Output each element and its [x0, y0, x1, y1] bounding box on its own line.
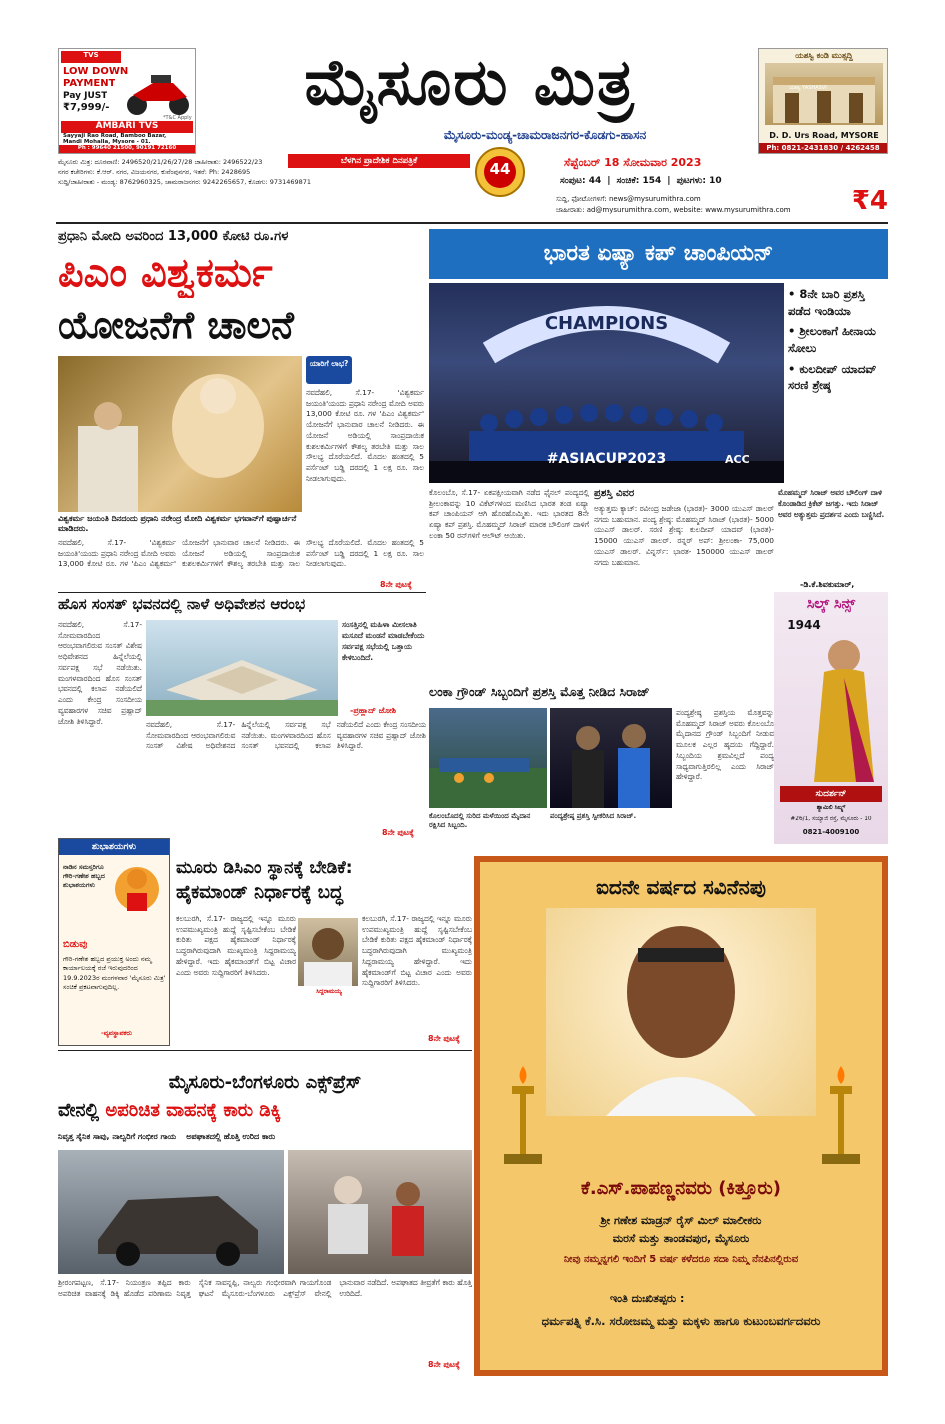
- tvs-ad[interactable]: [58, 48, 196, 154]
- yashasvi-ad[interactable]: [758, 48, 888, 154]
- story3-headline-2: ಹೈಕಮಾಂಡ್ ನಿರ್ಧಾರಕ್ಕೆ ಬದ್ಧ: [176, 882, 344, 903]
- ad-email[interactable]: ಜಾಹೀರಾತು: ad@mysurumithra.com, website: www.mysurumithra.com: [556, 206, 791, 215]
- yashasvi-address: D. D. Urs Road, MYSORE: [769, 131, 879, 140]
- story1-headline-1: ಪಿಎಂ ವಿಶ್ವಕರ್ಮ: [58, 250, 273, 296]
- parliament-photo: [146, 620, 338, 716]
- silk-brand-sub: ಶ್ಯಾಮಿಲಿ ಸಿಲ್ಕ್ಸ್: [816, 804, 846, 811]
- contact-line-3: ಸುದ್ದಿ/ಜಾಹೀರಾತು - ಮಂಡ್ಯ: 8762960325, ಚಾಮರಾಜನಗರ: 9242265657, ಕೊಡಗು: 9731469871: [58, 177, 312, 186]
- ground-staff-photo: [429, 708, 547, 808]
- contact-line-2: ನಗರ ಕಚೇರಿಗಳು: ಕೆ.ಆರ್. ನಗರ, ವಿಜಯನಗರ, ಕುವೆಂಪುನಗರ, ಇತರೆ: Ph: 2428695: [58, 167, 251, 176]
- yashasvi-sign: ಯಶಸ್ವಿ YASHASVI: [789, 85, 827, 91]
- memorial-line1: ಶ್ರೀ ಗಣೇಶ ಮಾಡ್ರನ್ ರೈಸ್ ಮಿಲ್ ಮಾಲೀಕರು: [600, 1214, 762, 1227]
- saree-model-image: [794, 632, 884, 782]
- photo-tag: #ASIACUP2023: [546, 451, 667, 467]
- story2-quote-author: -ಪ್ರಹ್ಲಾದ್ ಜೋಶಿ: [350, 706, 397, 715]
- tvs-tc: *T&C Apply: [163, 115, 192, 121]
- story2-body-col1: ನವದೆಹಲಿ, ಸೆ.17- ಸೋಮವಾರದಿಂದ ಆರಂಭವಾಗಲಿರುವ ಸಂಸತ್ ವಿಶೇಷ ಅಧಿವೇಶನದ ಹಿನ್ನೆಲೆಯಲ್ಲಿ ಸರ್ವಪಕ್ಷ ಸಭೆ ನಡೆಯಿತು. ಮಂಗಳವಾರದಿಂದ ಹೊಸ ಸಂಸತ್ ಭವನದಲ್ಲಿ ಕಲಾಪ ನಡೆಯಲಿದೆ ಎಂದು ಕೇಂದ್ರ ಸಂಸದೀಯ ವ್ಯವಹಾರಗಳ ಸಚಿವ ಪ್ರಹ್ಲಾದ್ ಜೋಶಿ ತಿಳಿಸಿದ್ದಾರೆ.: [58, 620, 142, 726]
- tvs-address2: Mandi Mohalla, Mysore - 01.: [63, 139, 151, 145]
- masthead-regions: ಮೈಸೂರು-ಮಂಡ್ಯ-ಚಾಮರಾಜನಗರ-ಕೊಡಗು-ಹಾಸನ: [443, 128, 647, 142]
- lamp-right-icon: [806, 1062, 876, 1172]
- silk-year: 1944: [787, 618, 821, 632]
- sports-body: ಕೊಲಂಬೊ, ಸೆ.17- ಏಕಪಕ್ಷೀಯವಾಗಿ ನಡೆದ ಫೈನಲ್ ಪಂದ್ಯದಲ್ಲಿ ಶ್ರೀಲಂಕಾವನ್ನು 10 ವಿಕೆಟ್‌ಗಳಿಂದ ಮಣಿಸಿದ ಭಾರತ ತಂಡ ಏಷ್ಯಾ ಕಪ್ ಚಾಂಪಿಯನ್ ಆಗಿ ಹೊರಹೊಮ್ಮಿತು. ಇದು ಭಾರತದ 8ನೇ ಏಷ್ಯಾ ಕಪ್ ಪ್ರಶಸ್ತಿ. ಮೊಹಮ್ಮದ್ ಸಿರಾಜ್ ಮಾರಕ ಬೌಲಿಂಗ್ ದಾಳಿಗೆ ಲಂಕಾ 50 ರನ್‌ಗಳಿಗೆ ಆಲೌಟ್ ಆಯಿತು.: [429, 488, 589, 540]
- divider-2: [58, 1050, 472, 1051]
- story1-sidebar-body: ನವದೆಹಲಿ, ಸೆ.17- 'ವಿಶ್ವಕರ್ಮ ಜಯಂತಿ'ಯಂದು ಪ್ರಧಾನಿ ನರೇಂದ್ರ ಮೋದಿ ಅವರು 13,000 ಕೋಟಿ ರೂ. ಗಳ 'ಪಿಎಂ ವಿಶ್ವಕರ್ಮ' ಯೋಜನೆಗೆ ಭಾನುವಾರ ಚಾಲನೆ ನೀಡಿದರು. ಈ ಯೋಜನೆ ಅಡಿಯಲ್ಲಿ ಸಾಂಪ್ರದಾಯಿಕ ಕುಶಲಕರ್ಮಿಗಳಿಗೆ ಕೌಶಲ್ಯ ತರಬೇತಿ ಮತ್ತು ಸಾಲ ಸೌಲಭ್ಯ ದೊರೆಯಲಿದೆ. ಮೊದಲ ಹಂತದಲ್ಲಿ 5 ಪರ್ಸೆಂಟ್ ಬಡ್ಡಿ ದರದಲ್ಲಿ 1 ಲಕ್ಷ ರೂ. ಸಾಲ ನೀಡಲಾಗುವುದು.: [306, 388, 424, 483]
- story4-body: ಶ್ರೀರಂಗಪಟ್ಟಣ, ಸೆ.17- ನಿಯಂತ್ರಣ ತಪ್ಪಿದ ಕಾರು ಅಪರಿಚಿತ ವಾಹನಕ್ಕೆ ಡಿಕ್ಕಿ ಹೊಡೆದ ಪರಿಣಾಮ ನಿವೃತ್ತ ಸೈನಿಕ ಸಾವನ್ನಪ್ಪಿ, ನಾಲ್ವರು ಗಂಭೀರವಾಗಿ ಗಾಯಗೊಂಡ ಘಟನೆ ಮೈಸೂರು-ಬೆಂಗಳೂರು ಎಕ್ಸ್‌ಪ್ರೆಸ್ ವೇನಲ್ಲಿ ಭಾನುವಾರ ನಡೆದಿದೆ. ಅಪಘಾತದ ತೀವ್ರತೆಗೆ ಕಾರು ಹೊತ್ತಿ ಉರಿದಿದೆ.: [58, 1278, 472, 1298]
- contact-line-1: ಮೈಸೂರು ಮಿತ್ರ: ದೂರವಾಣಿ: 2496520/21/26/27/28 ಜಾಹೀರಾತು: 2496522/23: [58, 158, 263, 166]
- story3-body-col2: ಕಲಬುರಗಿ, ಸೆ.17- ರಾಜ್ಯದಲ್ಲಿ ಇನ್ನೂ ಮೂರು ಉಪಮುಖ್ಯಮಂತ್ರಿ ಹುದ್ದೆ ಸೃಷ್ಟಿಸಬೇಕೆಂಬ ಬೇಡಿಕೆ ಕುರಿತು ಪಕ್ಷದ ಹೈಕಮಾಂಡ್ ನಿರ್ಧಾರಕ್ಕೆ ಬದ್ಧರಾಗಿರುವುದಾಗಿ ಮುಖ್ಯಮಂತ್ರಿ ಸಿದ್ದರಾಮಯ್ಯ ಹೇಳಿದ್ದಾರೆ. ಇದು ಹೈಕಮಾಂಡ್‌ಗೆ ಬಿಟ್ಟ ವಿಚಾರ ಎಂದು ಅವರು ಸುದ್ದಿಗಾರರಿಗೆ ತಿಳಿಸಿದರು.: [362, 914, 472, 988]
- holiday-title: ಬಿಡುವು: [63, 939, 88, 950]
- burnt-car-photo: [58, 1150, 284, 1274]
- story4-headline-2a: ವೇನಲ್ಲಿ: [58, 1100, 106, 1121]
- story4-bullet-1: ನಿವೃತ್ತ ಸೈನಿಕ ಸಾವು, ನಾಲ್ವರಿಗೆ ಗಂಭೀರ ಗಾಯ: [58, 1132, 177, 1141]
- story2-body: ನವದೆಹಲಿ, ಸೆ.17- ಸೋಮವಾರದಿಂದ ಆರಂಭವಾಗಲಿರುವ ಸಂಸತ್ ವಿಶೇಷ ಅಧಿವೇಶನದ ಹಿನ್ನೆಲೆಯಲ್ಲಿ ಸರ್ವಪಕ್ಷ ಸಭೆ ನಡೆಯಿತು. ಮಂಗಳವಾರದಿಂದ ಹೊಸ ಸಂಸತ್ ಭವನದಲ್ಲಿ ಕಲಾಪ ನಡೆಯಲಿದೆ ಎಂದು ಕೇಂದ್ರ ಸಂಸದೀಯ ವ್ಯವಹಾರಗಳ ಸಚಿವ ಪ್ರಹ್ಲಾದ್ ಜೋಶಿ ತಿಳಿಸಿದ್ದಾರೆ.: [146, 720, 426, 751]
- holiday-sign: -ವ್ಯವಸ್ಥಾಪಕರು: [101, 1029, 132, 1037]
- contact-block: [58, 158, 318, 187]
- injured-photo: [288, 1150, 472, 1274]
- sports-bullet-1: • 8ನೇ ಬಾರಿ ಪ್ರಶಸ್ತಿ ಪಡೆದ ಇಂಡಿಯಾ: [788, 287, 865, 318]
- siddaramaiah-caption: ಸಿದ್ದರಾಮಯ್ಯ: [316, 988, 342, 995]
- building-image: [765, 63, 883, 125]
- sports-quote: ಮೊಹಮ್ಮದ್ ಸಿರಾಜ್ ಅವರ ಬೌಲಿಂಗ್ ದಾಳಿ ಕೊಂಡಾಡಿದ ಕ್ರಿಕೆಟ್ ಜಗತ್ತು. ಇದು ಸಿರಾಜ್ ಅವರ ಅತ್ಯುತ್ತಮ ಪ್ರದರ್ಶನ ಎಂದು ಬಣ್ಣಿಸಿದೆ.: [778, 488, 885, 519]
- story4-headline-2b: ಅಪರಿಚಿತ ವಾಹನಕ್ಕೆ ಕಾರು ಡಿಕ್ಕಿ: [105, 1100, 281, 1121]
- memorial-line2: ಮರಸೆ ಮತ್ತು ತಾಂಡವಪುರ, ಮೈಸೂರು: [612, 1232, 750, 1245]
- story2-continued[interactable]: 8ನೇ ಪುಟಕ್ಕೆ: [382, 828, 414, 837]
- photo-banner: CHAMPIONS: [544, 313, 669, 334]
- sub-caption-2: ಪಂದ್ಯಶ್ರೇಷ್ಠ ಪ್ರಶಸ್ತಿ ಸ್ವೀಕರಿಸಿದ ಸಿರಾಜ್.: [550, 812, 637, 820]
- modi-vishwakarma-photo: [58, 356, 302, 512]
- siddaramaiah-photo: [298, 918, 358, 986]
- tvs-brand: TVS: [61, 51, 121, 63]
- sub-body: ಪಂದ್ಯಶ್ರೇಷ್ಠ ಪ್ರಶಸ್ತಿಯ ಮೊತ್ತವನ್ನು ಮೊಹಮ್ಮದ್ ಸಿರಾಜ್ ಅವರು ಕೊಲಂಬೊ ಮೈದಾನದ ಗ್ರೌಂಡ್ ಸಿಬ್ಬಂದಿಗೆ ನೀಡುವ ಮೂಲಕ ಎಲ್ಲರ ಹೃದಯ ಗೆದ್ದಿದ್ದಾರೆ. ಸಿಬ್ಬಂದಿಯ ಶ್ರಮವಿಲ್ಲದೆ ಪಂದ್ಯ ಸಾಧ್ಯವಾಗುತ್ತಿರಲಿಲ್ಲ ಎಂದು ಸಿರಾಜ್ ಹೇಳಿದ್ದಾರೆ.: [676, 708, 774, 782]
- masthead-tagline: ಬೆಳಗಿನ ಪ್ರಾದೇಶಿಕ ದಿನಪತ್ರಿಕೆ: [288, 154, 470, 168]
- tvs-price: ₹7,999/-: [63, 102, 110, 113]
- sub-caption-1: ಕೊಲಂಬೊದಲ್ಲಿ ಸುರಿದ ಮಳೆಯಿಂದ ಮೈದಾನ ರಕ್ಷಿಸಿದ ಸಿಬ್ಬಂದಿ.: [429, 812, 531, 830]
- memorial-title: ಐದನೇ ವರ್ಷದ ಸವಿನೆನಪು: [595, 875, 767, 899]
- silk-address: #26/1, ಸಯ್ಯಾಜಿ ರಸ್ತೆ, ಮೈಸೂರು - 10: [790, 816, 872, 822]
- masthead-title: ಮೈಸೂರು ಮಿತ್ರ: [304, 46, 636, 120]
- sports-bullet-3: • ಕುಲದೀಪ್ ಯಾದವ್ ಸರಣಿ ಶ್ರೇಷ್ಠ: [788, 361, 877, 393]
- story3-continued[interactable]: 8ನೇ ಪುಟಕ್ಕೆ: [428, 1034, 460, 1043]
- silk-title: ಸಿಲ್ಕ್ ಸಿನ್ಸ್: [806, 596, 856, 612]
- issue-info: ಸಂಪುಟ: 44 | ಸಂಚಿಕೆ: 154 | ಪುಟಗಳು: 10: [560, 176, 760, 190]
- memorial-line3: ನೀವು ನಮ್ಮನ್ನಗಲಿ ಇಂದಿಗೆ 5 ವರ್ಷ ಕಳೆದರೂ ಸದಾ ನಿಮ್ಮ ನೆನಪಿನಲ್ಲಿರುವ: [563, 1254, 799, 1265]
- acc-logo: ACC: [725, 453, 750, 466]
- tvs-address1: Sayyaji Rao Road, Bamboo Bazar,: [63, 133, 167, 139]
- portrait-photo: [546, 908, 816, 1116]
- memorial-ad[interactable]: [474, 856, 888, 1376]
- tvs-dealer: AMBARI TVS: [61, 121, 193, 133]
- story1-headline-2: ಯೋಜನೆಗೆ ಚಾಲನೆ: [58, 303, 294, 347]
- pages: ಪುಟಗಳು: 10: [676, 176, 722, 186]
- news-email[interactable]: ಸುದ್ದಿ, ಫೋಟೋಗಳಿಗೆ: news@mysurumithra.com: [556, 195, 701, 203]
- champions-photo: [429, 283, 784, 483]
- memorial-name: ಕೆ.ಎಸ್.ಪಾಪಣ್ಣನವರು (ಕಿತ್ತೂರು): [581, 1178, 781, 1199]
- sports-bullets: [788, 286, 888, 482]
- story4-continued[interactable]: 8ನೇ ಪುಟಕ್ಕೆ: [428, 1360, 460, 1369]
- memorial-from: ಇಂತಿ ದುಃಖಿತಪ್ಪರು :: [610, 1292, 685, 1305]
- email-block: [556, 194, 846, 216]
- story1-photo-caption: ವಿಶ್ವಕರ್ಮ ಜಯಂತಿ ದಿನದಂದು ಪ್ರಧಾನಿ ನರೇಂದ್ರ ಮೋದಿ ವಿಶ್ವಕರ್ಮ ಭಗವಾನ್‌ಗೆ ಪುಷ್ಪಾರ್ಚನೆ ಮಾಡಿದರು.: [58, 514, 297, 534]
- prize-title: ಪ್ರಶಸ್ತಿ ವಿವರ: [594, 488, 635, 499]
- story4-headline-1: ಮೈಸೂರು-ಬೆಂಗಳೂರು ಎಕ್ಸ್‌ಪ್ರೆಸ್: [168, 1072, 362, 1093]
- anniversary-number: 44: [489, 160, 511, 178]
- sports-quote-author: -ಡಿ.ಕೆ.ಶಿವಕುಮಾರ್,: [800, 580, 855, 589]
- silk-brand: ಸುದರ್ಶನ್: [780, 786, 882, 802]
- masthead-rule: [56, 222, 888, 224]
- story4-headline-2: [58, 1100, 472, 1126]
- tvs-line3: Pay JUST: [63, 91, 108, 101]
- greetings-title: ಶುಭಾಶಯಗಳು: [59, 839, 169, 855]
- greetings-box: [58, 838, 170, 1046]
- story1-body: ನವದೆಹಲಿ, ಸೆ.17- 'ವಿಶ್ವಕರ್ಮ ಜಯಂತಿ'ಯಂದು ಪ್ರಧಾನಿ ನರೇಂದ್ರ ಮೋದಿ ಅವರು 13,000 ಕೋಟಿ ರೂ. ಗಳ 'ಪಿಎಂ ವಿಶ್ವಕರ್ಮ' ಯೋಜನೆಗೆ ಭಾನುವಾರ ಚಾಲನೆ ನೀಡಿದರು. ಈ ಯೋಜನೆ ಅಡಿಯಲ್ಲಿ ಸಾಂಪ್ರದಾಯಿಕ ಕುಶಲಕರ್ಮಿಗಳಿಗೆ ಕೌಶಲ್ಯ ತರಬೇತಿ ಮತ್ತು ಸಾಲ ಸೌಲಭ್ಯ ದೊರೆಯಲಿದೆ. ಮೊದಲ ಹಂತದಲ್ಲಿ 5 ಪರ್ಸೆಂಟ್ ಬಡ್ಡಿ ದರದಲ್ಲಿ 1 ಲಕ್ಷ ರೂ. ಸಾಲ ನೀಡಲಾಗುವುದು.: [58, 538, 424, 569]
- siraj-award-photo: [550, 708, 672, 808]
- silk-phone: 0821-4009100: [802, 828, 860, 836]
- tvs-line2: PAYMENT: [63, 78, 116, 89]
- tvs-phone: Ph : 99640 21500, 90191 72160: [59, 145, 195, 154]
- story4-bullet-2: ಅಪಘಾತದಲ್ಲಿ ಹೊತ್ತಿ ಉರಿದ ಕಾರು: [186, 1132, 276, 1141]
- story1-continued[interactable]: 8ನೇ ಪುಟಕ್ಕೆ: [380, 580, 412, 589]
- story3-body-col1: ಕಲಬುರಗಿ, ಸೆ.17- ರಾಜ್ಯದಲ್ಲಿ ಇನ್ನೂ ಮೂರು ಉಪಮುಖ್ಯಮಂತ್ರಿ ಹುದ್ದೆ ಸೃಷ್ಟಿಸಬೇಕೆಂಬ ಬೇಡಿಕೆ ಕುರಿತು ಪಕ್ಷದ ಹೈಕಮಾಂಡ್ ನಿರ್ಧಾರಕ್ಕೆ ಬದ್ಧರಾಗಿರುವುದಾಗಿ ಮುಖ್ಯಮಂತ್ರಿ ಸಿದ್ದರಾಮಯ್ಯ ಹೇಳಿದ್ದಾರೆ. ಇದು ಹೈಕಮಾಂಡ್‌ಗೆ ಬಿಟ್ಟ ವಿಚಾರ ಎಂದು ಅವರು ಸುದ್ದಿಗಾರರಿಗೆ ತಿಳಿಸಿದರು.: [176, 914, 296, 977]
- divider-1: [58, 592, 426, 593]
- story4-bullets: [58, 1132, 472, 1146]
- yashasvi-phone: Ph: 0821-2431830 / 4262458: [759, 143, 887, 154]
- sports-bullet-2: • ಶ್ರೀಲಂಕಾಗೆ ಹೀನಾಯ ಸೋಲು: [788, 324, 876, 356]
- ganesha-image: [109, 859, 165, 915]
- prize-body: ಅತ್ಯುತ್ತಮ ಕ್ಯಾಚ್: ರವೀಂದ್ರ ಜಡೇಜಾ (ಭಾರತ)- 3000 ಯುಎಸ್ ಡಾಲರ್ ನಗದು ಬಹುಮಾನ. ಪಂದ್ಯ ಶ್ರೇಷ್ಠ: ಮೊಹಮ್ಮದ್ ಸಿರಾಜ್ (ಭಾರತ)- 5000 ಯುಎಸ್ ಡಾಲರ್. ಸರಣಿ ಶ್ರೇಷ್ಠ: ಕುಲದೀಪ್ ಯಾದವ್ (ಭಾರತ)- 15000 ಯುಎಸ್ ಡಾಲರ್. ರನ್ನರ್ ಅಪ್: ಶ್ರೀಲಂಕಾ- 75,000 ಯುಎಸ್ ಡಾಲರ್. ವಿನ್ನರ್ಸ್: ಭಾರತ- 150000 ಯುಎಸ್ ಡಾಲರ್ ನಗದು ಬಹುಮಾನ.: [594, 504, 774, 567]
- lamp-left-icon: [488, 1062, 558, 1172]
- tvs-line1: LOW DOWN: [63, 66, 129, 77]
- holiday-text: ಗೌರಿ-ಗಣೇಶ ಹಬ್ಬದ ಪ್ರಯುಕ್ತ ಅಂದು ನಮ್ಮ ಕಾರ್ಯಾಲಯಕ್ಕೆ ರಜೆ ಇರುವುದರಿಂದ 19.9.2023ರ ಮಂಗಳವಾರ 'ಮೈಸೂರು ಮಿತ್ರ' ಸಂಚಿಕೆ ಪ್ರಕಟವಾಗುವುದಿಲ್ಲ.: [63, 955, 166, 992]
- sports-subhead: ಲಂಕಾ ಗ್ರೌಂಡ್ ಸಿಬ್ಬಂದಿಗೆ ಪ್ರಶಸ್ತಿ ಮೊತ್ತ ನೀಡಿದ ಸಿರಾಜ್: [429, 684, 650, 699]
- story3-headline-1: ಮೂರು ಡಿಸಿಎಂ ಸ್ಥಾನಕ್ಕೆ ಬೇಡಿಕೆ:: [176, 858, 353, 878]
- price: ₹4: [851, 186, 888, 216]
- story1-sidebar-question: ಯಾರಿಗೆ ಲಾಭ?: [306, 356, 352, 384]
- volume: ಸಂಪುಟ: 44: [560, 176, 602, 186]
- story1-kicker: ಪ್ರಧಾನಿ ಮೋದಿ ಅವರಿಂದ 13,000 ಕೋಟಿ ರೂ.ಗಳ: [58, 229, 289, 244]
- yashasvi-brand: ಯಶಸ್ವಿ ಕಂಡಿ ಮುತ್ಸದ್ದಿ: [795, 51, 853, 60]
- greetings-text: ನಾಡಿನ ಸಮಸ್ತರಿಗೂ ಗೌರಿ-ಗಣೇಶ ಹಬ್ಬದ ಶುಭಾಶಯಗಳು: [63, 863, 105, 890]
- story2-quote: ಸಂಸತ್ತಿನಲ್ಲಿ ಮಹಿಳಾ ಮೀಸಲಾತಿ ಮಸೂದೆ ಮಂಡನೆ ಮಾಡಬೇಕೆಂದು ಸರ್ವಪಕ್ಷ ಸಭೆಯಲ್ಲಿ ಒತ್ತಾಯ ಕೇಳಿಬಂದಿದೆ.: [342, 620, 425, 662]
- anniversary-emblem: [470, 146, 530, 198]
- issue: ಸಂಚಿಕೆ: 154: [616, 176, 662, 186]
- sports-banner: ಭಾರತ ಏಷ್ಯಾ ಕಪ್ ಚಾಂಪಿಯನ್: [429, 229, 888, 279]
- scooter-image: [123, 65, 193, 117]
- silk-ad[interactable]: [774, 592, 888, 844]
- masthead-date: ಸೆಪ್ಟೆಂಬರ್ 18 ಸೋಮವಾರ 2023: [564, 156, 702, 169]
- memorial-family: ಧರ್ಮಪತ್ನಿ ಕೆ.ಸಿ. ಸರೋಜಮ್ಮ ಮತ್ತು ಮಕ್ಕಳು ಹಾಗೂ ಕುಟುಂಬವರ್ಗದವರು: [541, 1314, 821, 1328]
- story2-headline: ಹೊಸ ಸಂಸತ್ ಭವನದಲ್ಲಿ ನಾಳೆ ಅಧಿವೇಶನ ಆರಂಭ: [58, 595, 306, 613]
